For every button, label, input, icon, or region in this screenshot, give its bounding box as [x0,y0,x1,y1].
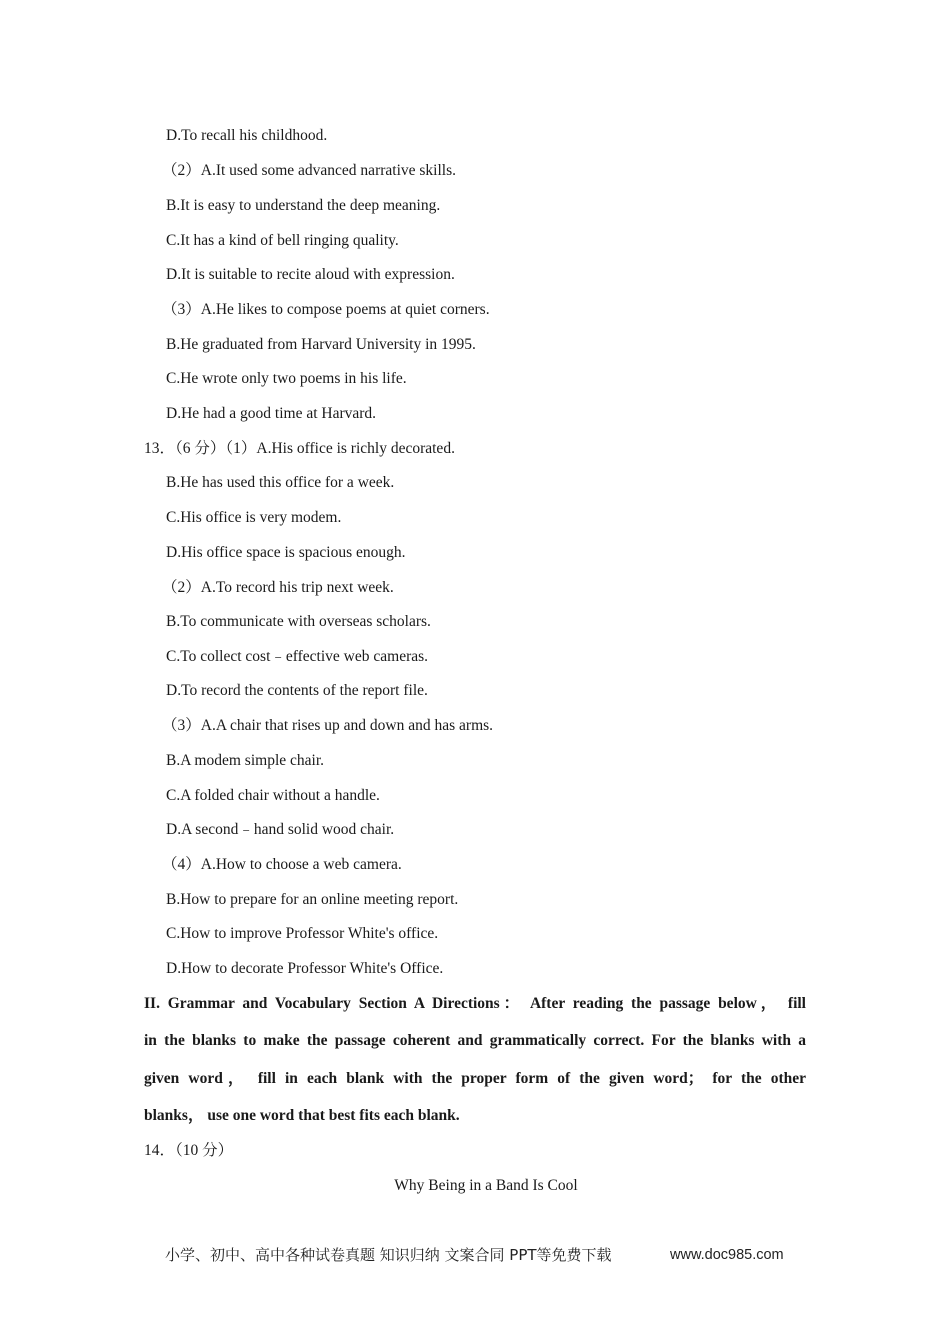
question-14-header: 14．（10 分） [144,1142,234,1159]
option-text: C.A folded chair without a handle. [166,787,380,804]
option-text: D.How to decorate Professor White's Office. [166,960,444,977]
directions-line: in the blanks to make the passage coherent and grammatically correct. For the blanks with a [144,1032,806,1049]
directions-line: II. Grammar and Vocabulary Section A Directions： After reading the passage below， fill [144,995,806,1012]
option-text: C.He wrote only two poems in his life. [166,370,407,387]
option-text: B.To communicate with overseas scholars. [166,613,431,630]
option-text: （4）A.How to choose a web camera. [162,856,402,873]
footer-url[interactable]: www.doc985.com [670,1247,784,1263]
option-text: C.How to improve Professor White's office. [166,925,439,942]
option-text: B.He has used this office for a week. [166,474,395,491]
question-13-header: 13．（6 分）（1）A.His office is richly decorated. [144,440,455,457]
option-text: D.He had a good time at Harvard. [166,405,377,422]
option-text: D.A second﹣hand solid wood chair. [166,821,395,838]
option-text: B.He graduated from Harvard University in 1995. [166,336,476,353]
option-text: C.To collect cost﹣effective web cameras. [166,648,429,665]
option-text: （2）A.To record his trip next week. [162,579,394,596]
option-text: C.It has a kind of bell ringing quality. [166,232,399,249]
footer-text: 小学、初中、高中各种试卷真题 知识归纳 文案合同 PPT等免费下载 [165,1246,612,1264]
directions-line: blanks， use one word that best fits each blank. [144,1107,460,1124]
option-text: （3）A.A chair that rises up and down and has arms. [162,717,494,734]
option-text: D.His office space is spacious enough. [166,544,406,561]
option-text: B.It is easy to understand the deep meaning. [166,197,441,214]
passage-title: Why Being in a Band Is Cool [394,1177,578,1194]
option-text: D.To recall his childhood. [166,127,328,144]
option-text: （3）A.He likes to compose poems at quiet corners. [162,301,490,318]
option-text: B.A modem simple chair. [166,752,324,769]
option-text: （2）A.It used some advanced narrative skills. [162,162,456,179]
option-text: D.It is suitable to recite aloud with expression. [166,266,455,283]
option-text: D.To record the contents of the report file. [166,682,428,699]
directions-line: given word， fill in each blank with the proper form of the given word； for the other [144,1070,806,1087]
option-text: B.How to prepare for an online meeting report. [166,891,459,908]
option-text: C.His office is very modem. [166,509,342,526]
